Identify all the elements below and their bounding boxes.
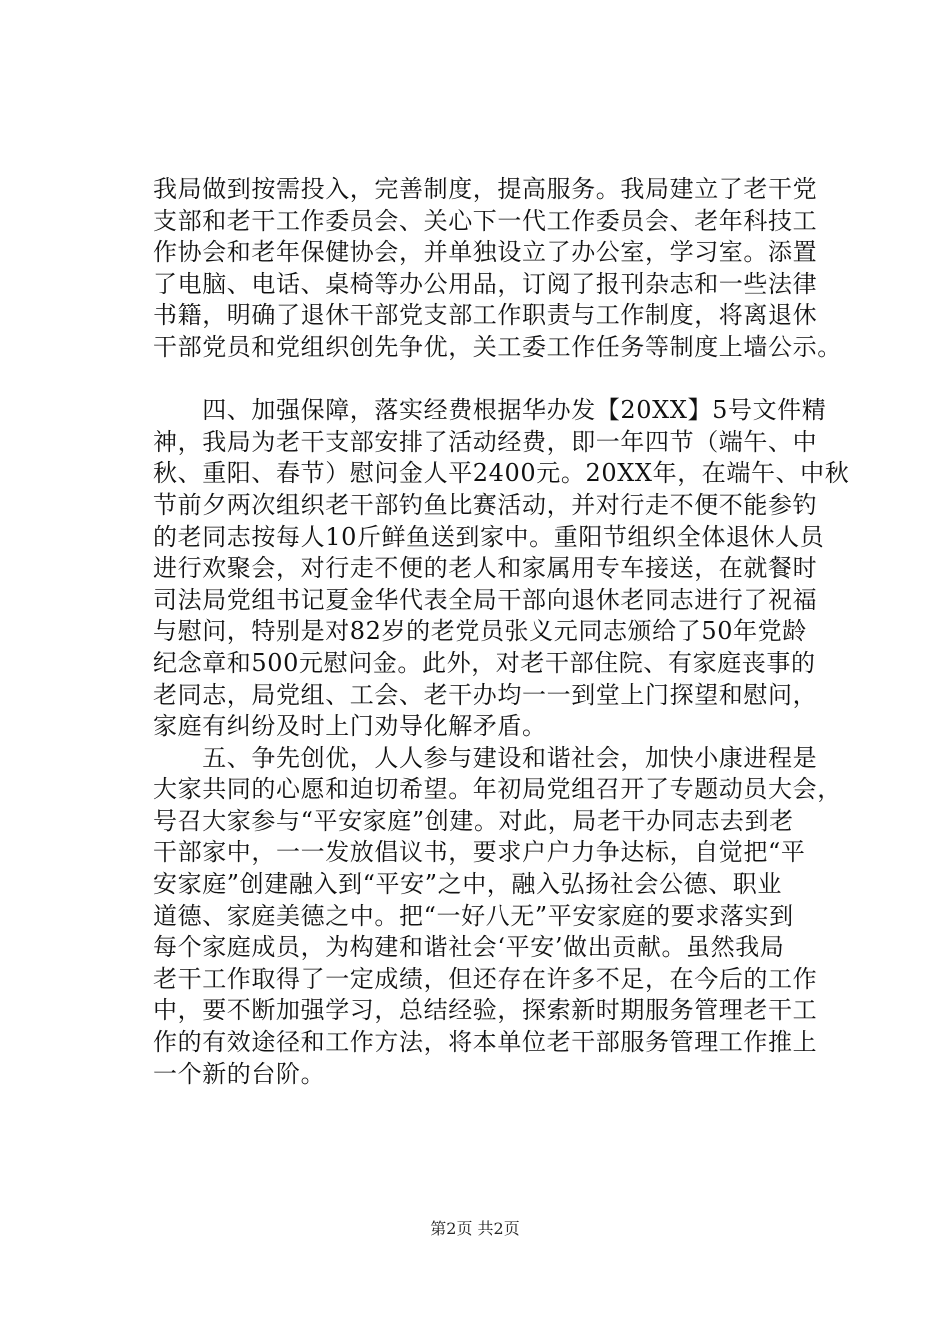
text-line: 作协会和老年保健协会，并单独设立了办公室，学习室。添置 xyxy=(153,238,818,267)
paragraph-3 xyxy=(153,743,853,1091)
text-line: 进行欢聚会，对行走不便的老人和家属用专车接送，在就餐时 xyxy=(153,554,818,583)
paragraph-1 xyxy=(153,174,853,364)
text-line: 秋、重阳、春节）慰问金人平2400元。20XX年，在端午、中秋 xyxy=(153,459,850,488)
text-line: 家庭有纠纷及时上门劝导化解矛盾。 xyxy=(153,712,547,741)
text-line: 干部家中，一一发放倡议书，要求户户力争达标，自觉把“平 xyxy=(153,838,806,867)
text-line: 我局做到按需投入，完善制度，提高服务。我局建立了老干党 xyxy=(153,175,818,203)
text-line: 书籍，明确了退休干部党支部工作职责与工作制度，将离退休 xyxy=(153,301,818,330)
text-line: 纪念章和500元慰问金。此外，对老干部住院、有家庭丧事的 xyxy=(153,648,816,677)
text-line: 司法局党组书记夏金华代表全局干部向退休老同志进行了祝福 xyxy=(153,585,818,614)
text-line: 大家共同的心愿和迫切希望。年初局党组召开了专题动员大会， xyxy=(153,775,842,804)
text-line: 了电脑、电话、桌椅等办公用品，订阅了报刊杂志和一些法律 xyxy=(153,269,818,298)
body-text xyxy=(153,174,853,1090)
text-line: 五、争先创优，人人参与建设和谐社会，加快小康进程是 xyxy=(153,743,818,772)
paragraph-gap xyxy=(153,364,853,396)
text-line: 每个家庭成员，为构建和谐社会‘平安’做出贡献。虽然我局 xyxy=(153,933,785,962)
text-line: 干部党员和党组织创先争优，关工委工作任务等制度上墙公示。 xyxy=(153,332,842,361)
paragraph-2 xyxy=(153,395,853,743)
text-line: 与慰问，特别是对82岁的老党员张义元同志颁给了50年党龄 xyxy=(153,617,807,646)
text-line: 节前夕两次组织老干部钓鱼比赛活动，并对行走不便不能参钓 xyxy=(153,490,818,519)
text-line: 一个新的台阶。 xyxy=(153,1059,326,1088)
text-line: 的老同志按每人10斤鲜鱼送到家中。重阳节组织全体退休人员 xyxy=(153,522,825,551)
text-line: 作的有效途径和工作方法，将本单位老干部服务管理工作推上 xyxy=(153,1028,818,1057)
text-line: 神，我局为老干支部安排了活动经费，即一年四节（端午、中 xyxy=(153,427,818,456)
text-line: 道德、家庭美德之中。把“一好八无”平安家庭的要求落实到 xyxy=(153,901,794,930)
text-line: 四、加强保障，落实经费根据华办发【20XX】5号文件精 xyxy=(153,396,827,425)
text-line: 中，要不断加强学习，总结经验，探索新时期服务管理老干工 xyxy=(153,996,818,1025)
text-line: 老干工作取得了一定成绩，但还存在许多不足，在今后的工作 xyxy=(153,964,818,993)
text-line: 支部和老干工作委员会、关心下一代工作委员会、老年科技工 xyxy=(153,206,818,235)
text-line: 老同志，局党组、工会、老干办均一一到堂上门探望和慰问， xyxy=(153,680,818,709)
text-line: 号召大家参与“平安家庭”创建。对此，局老干办同志去到老 xyxy=(153,806,794,835)
page-number-footer: 第2页 共2页 xyxy=(430,1219,520,1238)
text-line: 安家庭”创建融入到“平安”之中，融入弘扬社会公德、职业 xyxy=(153,870,783,899)
